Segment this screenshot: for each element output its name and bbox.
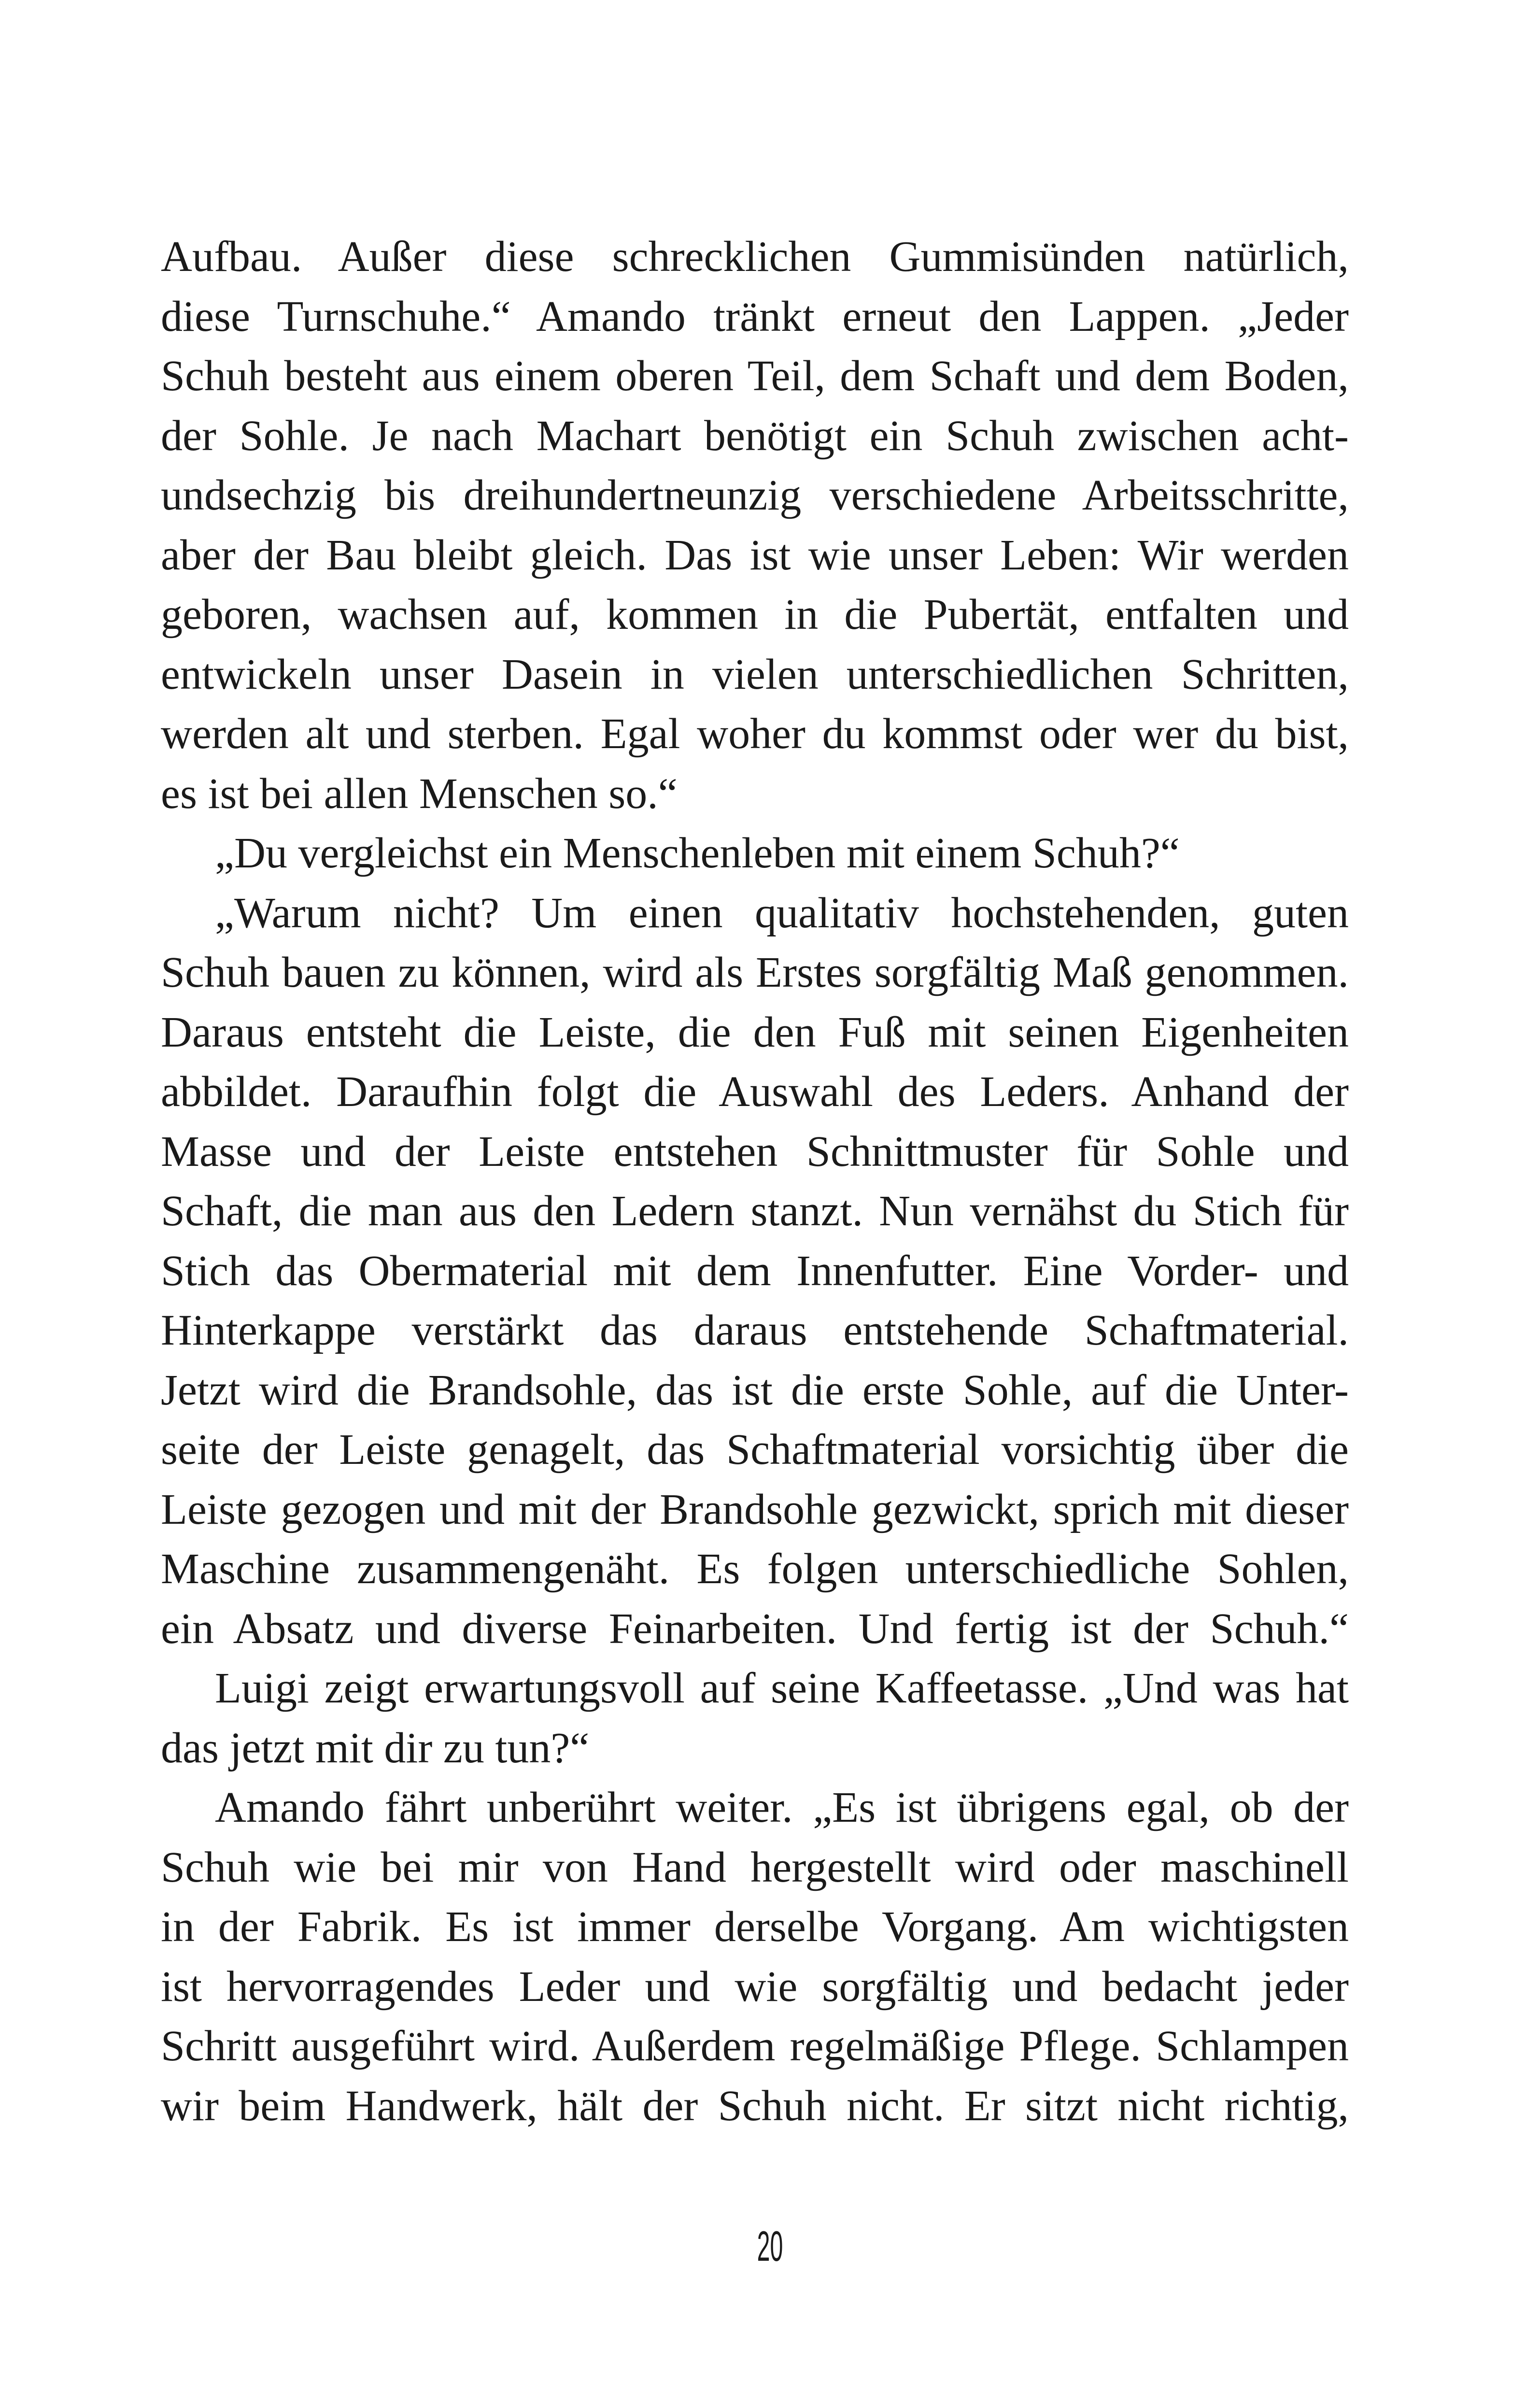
text-line: ist hervorragendes Leder und wie sorgfältig und bedacht jeder [161,1962,1349,2011]
text-line: undsechzig bis dreihundertneunzig verschiedene Arbeitsschritte, [161,471,1349,519]
text-line: Stich das Obermaterial mit dem Innenfutter. Eine Vorder- und [161,1247,1349,1295]
text-line: diese Turnschuhe.“ Amando tränkt erneut den Lappen. „Jeder [161,292,1349,340]
text-line: wir beim Handwerk, hält der Schuh nicht. Er sitzt nicht richtig, [161,2082,1349,2130]
text-line: Daraus entsteht die Leiste, die den Fuß mit seinen Eigenheiten [161,1008,1349,1056]
text-line: „Du vergleichst ein Menschenleben mit einem Schuh?“ [215,829,1180,877]
text-line: Masse und der Leiste entstehen Schnittmuster für Sohle und [161,1127,1349,1176]
text-line: Schritt ausgeführt wird. Außerdem regelmäßige Pflege. Schlampen [161,2022,1349,2070]
text-line: entwickeln unser Dasein in vielen unterschiedlichen Schritten, [161,650,1349,698]
text-line: aber der Bau bleibt gleich. Das ist wie unser Leben: Wir werden [161,531,1349,579]
text-line: es ist bei allen Menschen so.“ [161,769,678,818]
text-line: geboren, wachsen auf, kommen in die Pubertät, entfalten und [161,591,1349,638]
text-line: das jetzt mit dir zu tun?“ [161,1724,590,1772]
text-line: Amando fährt unberührt weiter. „Es ist übrigens egal, ob der [215,1784,1349,1831]
text-line: werden alt und sterben. Egal woher du kommst oder wer du bist, [161,710,1349,758]
text-line: Leiste gezogen und mit der Brandsohle gezwickt, sprich mit dieser [161,1485,1349,1533]
text-line: Jetzt wird die Brandsohle, das ist die erste Sohle, auf die Unter- [161,1366,1349,1414]
text-line: seite der Leiste genagelt, das Schaftmaterial vorsichtig über die [161,1426,1349,1474]
text-line: „Warum nicht? Um einen qualitativ hochstehenden, guten [215,889,1349,937]
text-line: abbildet. Daraufhin folgt die Auswahl des Leders. Anhand der [161,1068,1349,1116]
text-line: in der Fabrik. Es ist immer derselbe Vorgang. Am wichtigsten [161,1903,1349,1951]
text-line: ein Absatz und diverse Feinarbeiten. Und fertig ist der Schuh.“ [161,1604,1349,1653]
page-number: 20 [757,2222,783,2270]
text-line: Aufbau. Außer diese schrecklichen Gummisünden natürlich, [161,233,1349,281]
text-line: Luigi zeigt erwartungsvoll auf seine Kaffeetasse. „Und was hat [215,1664,1349,1712]
text-line: Schuh wie bei mir von Hand hergestellt wird oder maschinell [161,1843,1349,1891]
text-line: Schuh besteht aus einem oberen Teil, dem Schaft und dem Boden, [161,352,1349,400]
body-text [161,227,1349,2136]
text-line: Maschine zusammengenäht. Es folgen unterschiedliche Sohlen, [161,1545,1349,1593]
text-line: Schuh bauen zu können, wird als Erstes sorgfältig Maß genommen. [161,949,1349,996]
text-line: der Sohle. Je nach Machart benötigt ein Schuh zwischen acht- [161,411,1349,460]
text-line: Hinterkappe verstärkt das daraus entstehende Schaftmaterial. [161,1306,1349,1354]
text-line: Schaft, die man aus den Ledern stanzt. Nun vernähst du Stich für [161,1187,1349,1235]
